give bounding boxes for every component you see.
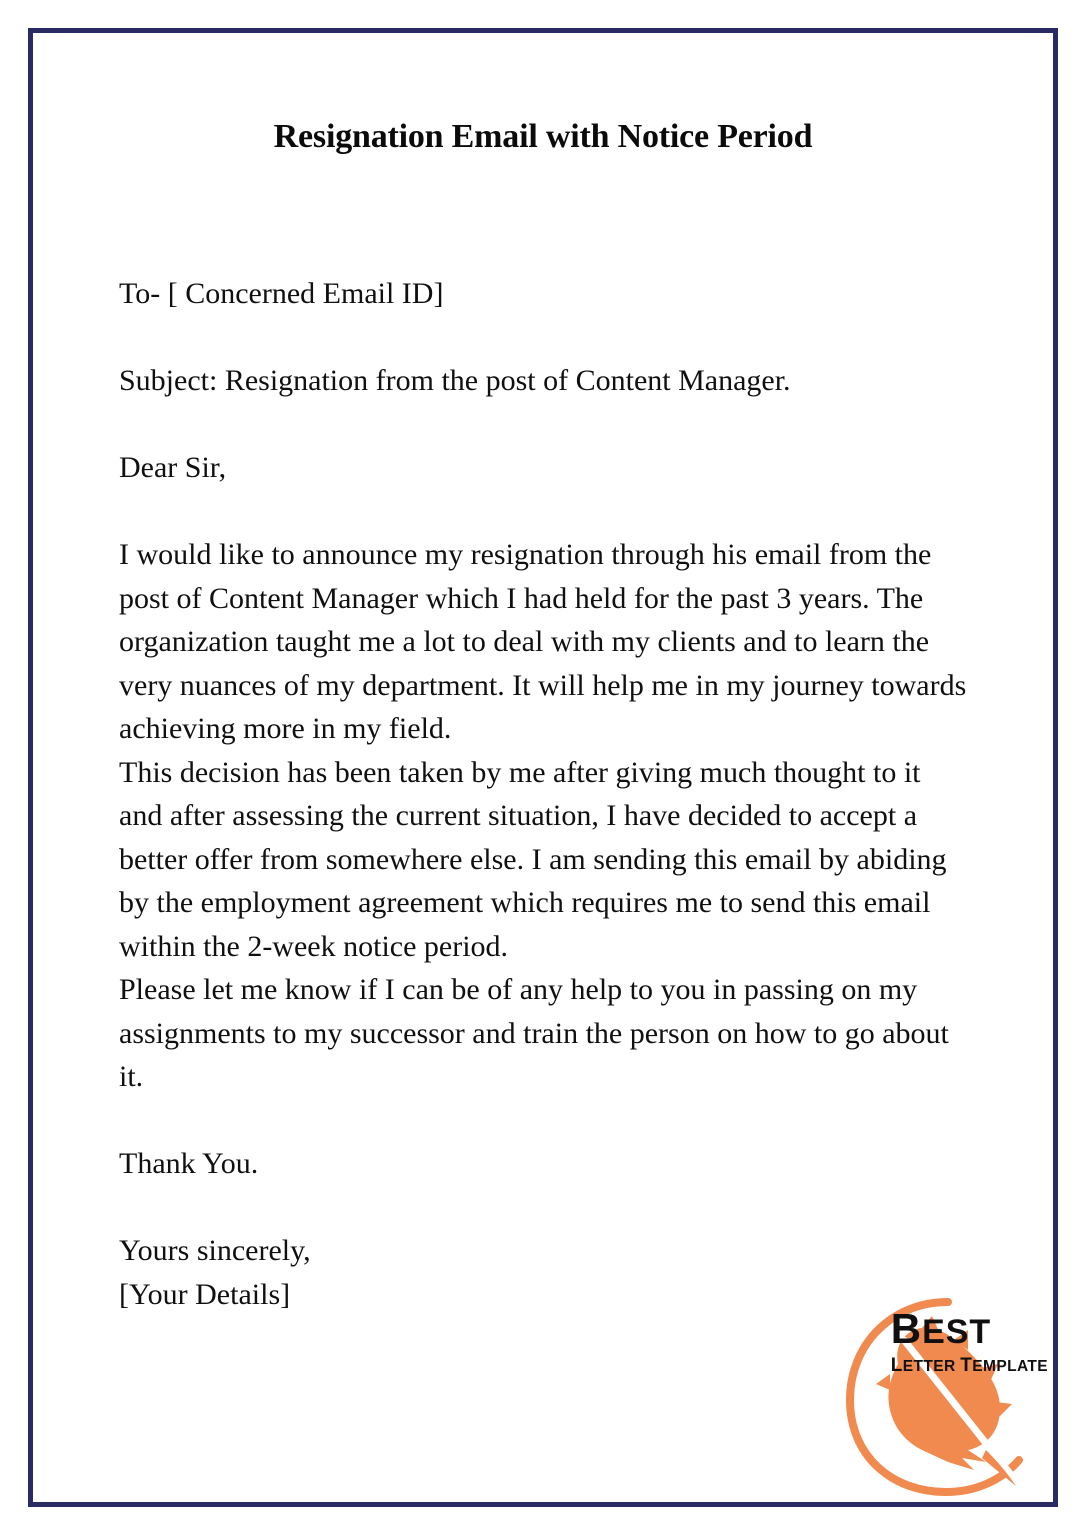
tagline-initial-l: L	[890, 1355, 903, 1376]
salutation: Dear Sir,	[119, 451, 227, 484]
tagline-template-rest: EMPLATE	[972, 1358, 1048, 1375]
spacer	[119, 403, 969, 447]
signoff-line: Yours sincerely,	[119, 1234, 311, 1267]
brand-tagline	[891, 1356, 1048, 1375]
brand-name-initial: B	[890, 1305, 923, 1352]
page-title: Resignation Email with Notice Period	[273, 118, 813, 155]
brand-logo	[836, 1286, 1054, 1498]
body-paragraph-3: Please let me know if I can be of any help to you in passing on my assignments to my successor and train the person on how to go about it.	[119, 973, 949, 1093]
spacer	[119, 1099, 969, 1143]
body-paragraph-2: This decision has been taken by me after giving much thought to it and after assessing the current situation, I have decided to accept a better offer from somewhere else. I am sending this email by abiding by the employment agreement which requires me to send this email within the 2-week notice period.	[119, 755, 947, 963]
letter-body	[119, 272, 969, 1316]
brand-name	[890, 1305, 1048, 1352]
spacer	[119, 1186, 969, 1230]
recipient-line: To- [ Concerned Email ID]	[119, 277, 444, 310]
thank-you-line: Thank You.	[119, 1147, 259, 1180]
spacer	[119, 490, 969, 534]
tagline-initial-t: T	[960, 1355, 973, 1376]
tagline-letter-rest: ETTER	[902, 1358, 961, 1375]
body-paragraph-1: I would like to announce my resignation through his email from the post of Content Manager which I had held for the past 3 years. The organization taught me a lot to deal with my clients and to learn the very nuances of my department. It will help me in my journey towards achieving more in my field.	[119, 538, 967, 745]
signature-placeholder: [Your Details]	[119, 1277, 291, 1311]
brand-name-rest: EST	[922, 1313, 992, 1351]
brand-wordmark	[890, 1305, 1048, 1376]
spacer	[119, 316, 969, 360]
subject-line: Subject: Resignation from the post of Content Manager.	[119, 364, 791, 397]
